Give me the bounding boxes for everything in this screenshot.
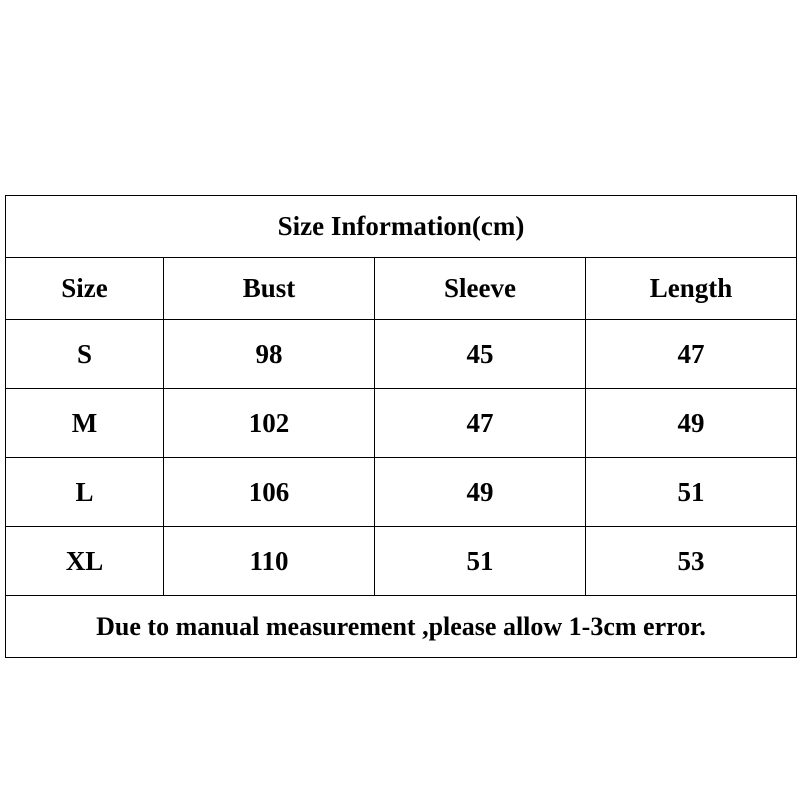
header-bust: Bust xyxy=(164,258,375,320)
table-header-row xyxy=(6,258,797,320)
cell-sleeve: 51 xyxy=(375,527,586,596)
cell-bust: 102 xyxy=(164,389,375,458)
cell-size: S xyxy=(6,320,164,389)
cell-size: L xyxy=(6,458,164,527)
measurement-note: Due to manual measurement ,please allow 1-3cm error. xyxy=(6,596,797,658)
cell-sleeve: 45 xyxy=(375,320,586,389)
cell-length: 49 xyxy=(586,389,797,458)
cell-sleeve: 47 xyxy=(375,389,586,458)
cell-bust: 106 xyxy=(164,458,375,527)
cell-length: 47 xyxy=(586,320,797,389)
header-length: Length xyxy=(586,258,797,320)
cell-size: M xyxy=(6,389,164,458)
table-title: Size Information(cm) xyxy=(6,196,797,258)
table-row xyxy=(6,458,797,527)
table-title-row xyxy=(6,196,797,258)
cell-length: 53 xyxy=(586,527,797,596)
table-row xyxy=(6,527,797,596)
cell-bust: 98 xyxy=(164,320,375,389)
header-size: Size xyxy=(6,258,164,320)
table-row xyxy=(6,389,797,458)
table-row xyxy=(6,320,797,389)
cell-sleeve: 49 xyxy=(375,458,586,527)
header-sleeve: Sleeve xyxy=(375,258,586,320)
table-note-row xyxy=(6,596,797,658)
cell-bust: 110 xyxy=(164,527,375,596)
cell-size: XL xyxy=(6,527,164,596)
cell-length: 51 xyxy=(586,458,797,527)
size-chart-table xyxy=(5,195,797,658)
